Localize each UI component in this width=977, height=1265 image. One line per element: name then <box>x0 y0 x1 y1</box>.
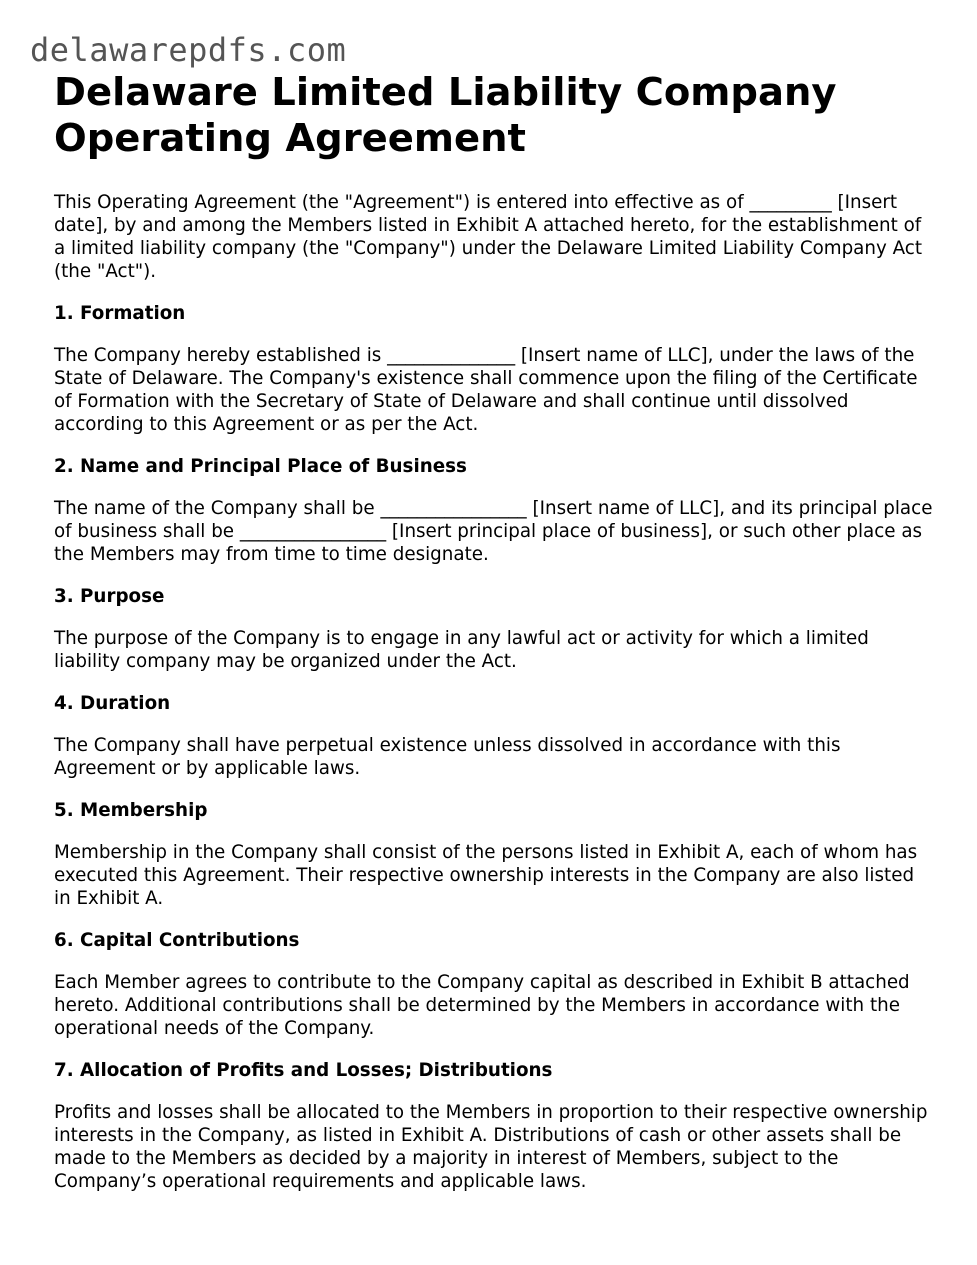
watermark-site-name: delawarepdfs.com <box>30 31 347 69</box>
section-duration <box>54 692 934 780</box>
section-purpose <box>54 585 934 673</box>
section-heading: 1. Formation <box>54 303 186 324</box>
section-heading: 6. Capital Contributions <box>54 930 300 951</box>
section-body: The name of the Company shall be ________________ [Insert name of LLC], and its principal place of business shall be ________________ [Insert principal place of business], or such other place as the Members may from time to time designate. <box>54 498 933 565</box>
section-heading: 5. Membership <box>54 800 208 821</box>
section-body: Membership in the Company shall consist of the persons listed in Exhibit A, each of whom has executed this Agreement. Their respective ownership interests in the Company are also listed in Exhibit A. <box>54 842 918 909</box>
section-body: The purpose of the Company is to engage in any lawful act or activity for which a limited liability company may be organized under the Act. <box>54 628 869 672</box>
section-membership <box>54 799 934 910</box>
section-body: The Company hereby established is ______________ [Insert name of LLC], under the laws of the State of Delaware. The Company's existence shall commence upon the filing of the Certificate of Formation with the Secretary of State of Delaware and shall continue until dissolved according to this Agreement or as per the Act. <box>54 345 918 435</box>
section-body: Profits and losses shall be allocated to the Members in proportion to their respective ownership interests in the Company, as listed in Exhibit A. Distributions of cash or other assets shall be made to the Members as decided by a majority in interest of Members, subject to the Company’s operational requirements and applicable laws. <box>54 1102 928 1192</box>
section-heading: 7. Allocation of Profits and Losses; Distributions <box>54 1060 553 1081</box>
section-heading: 3. Purpose <box>54 586 165 607</box>
intro-paragraph: This Operating Agreement (the "Agreement") is entered into effective as of _________ [Insert date], by and among the Members listed in Exhibit A attached hereto, for the establishment of a limited liability company (the "Company") under the Delaware Limited Liability Company Act (the "Act"). <box>54 192 923 282</box>
document-title <box>54 70 934 162</box>
document-title-line-2: Operating Agreement <box>54 116 526 161</box>
section-allocation-of-profits <box>54 1059 934 1193</box>
section-body: Each Member agrees to contribute to the Company capital as described in Exhibit B attached hereto. Additional contributions shall be determined by the Members in accordance with the operational needs of the Company. <box>54 972 910 1039</box>
section-heading: 4. Duration <box>54 693 171 714</box>
document-title-line-1: Delaware Limited Liability Company <box>54 70 837 115</box>
section-capital-contributions <box>54 929 934 1040</box>
section-heading: 2. Name and Principal Place of Business <box>54 456 467 477</box>
document-body <box>54 70 934 1193</box>
section-body: The Company shall have perpetual existence unless dissolved in accordance with this Agreement or by applicable laws. <box>54 735 841 779</box>
section-formation <box>54 302 934 436</box>
section-name-and-principal-place <box>54 455 934 566</box>
